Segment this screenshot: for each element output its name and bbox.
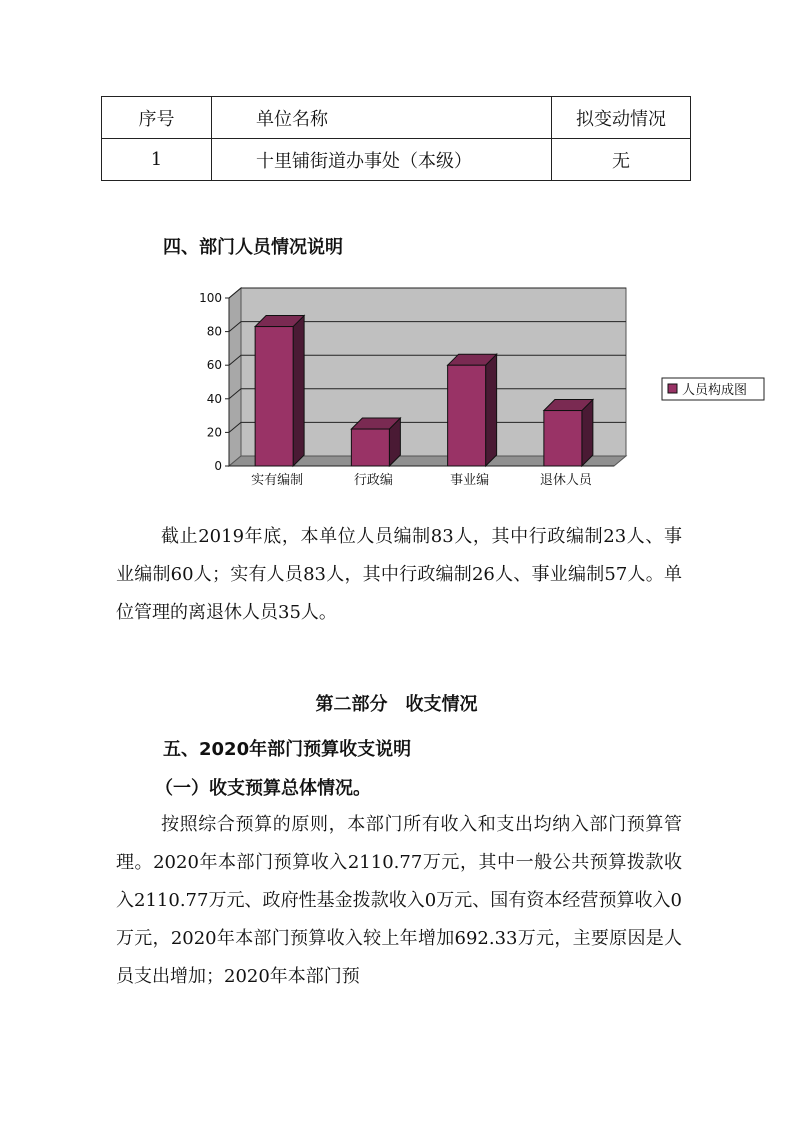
header-cell-index: 序号 <box>102 97 212 139</box>
x-category-label: 实有编制 <box>251 473 304 488</box>
y-tick-label: 100 <box>199 291 222 305</box>
y-tick-label: 80 <box>206 324 222 339</box>
bar-side <box>486 354 497 466</box>
x-category-label: 退休人员 <box>539 473 592 488</box>
bar <box>544 400 593 466</box>
section5-heading: 五、2020年部门预算收支说明 <box>163 739 412 760</box>
bar <box>448 354 497 466</box>
legend-label: 人员构成图 <box>682 383 748 398</box>
section4-heading: 四、部门人员情况说明 <box>163 237 343 258</box>
table-header-row <box>102 97 691 139</box>
header-cell-change: 拟变动情况 <box>552 97 691 139</box>
header-cell-unit-name: 单位名称 <box>212 97 552 139</box>
staff-bar-chart <box>196 282 776 492</box>
bar <box>351 418 400 466</box>
x-category-label: 事业编 <box>450 473 490 488</box>
chart-side-wall <box>229 288 241 466</box>
part2-title: 第二部分 收支情况 <box>315 694 478 715</box>
bar-front <box>448 365 486 466</box>
y-tick-label: 40 <box>206 391 222 406</box>
table-row <box>102 139 691 181</box>
cell-unit-name: 十里铺街道办事处（本级） <box>212 139 552 181</box>
bar-front <box>351 429 389 466</box>
bar-side <box>293 316 304 466</box>
cell-change: 无 <box>552 139 691 181</box>
subsection1-heading: （一）收支预算总体情况。 <box>155 778 371 799</box>
legend-swatch <box>668 384 677 393</box>
budget-paragraph: 按照综合预算的原则，本部门所有收入和支出均纳入部门预算管理。2020年本部门预算收入2110.77万元，其中一般公共预算拨款收入2110.77万元、政府性基金拨款收入0万元、国有资本经营预算收入0万元，2020年本部门预算收入较上年增加692.33万元，主要原因是人员支出增加；2020年本部门预 <box>116 814 682 987</box>
unit-change-table <box>101 96 691 181</box>
bar-front <box>255 327 293 466</box>
y-tick-label: 0 <box>214 459 222 473</box>
chart-legend <box>662 378 764 400</box>
bar <box>255 316 304 466</box>
cell-index: 1 <box>102 139 212 181</box>
y-tick-label: 20 <box>206 425 222 440</box>
y-tick-label: 60 <box>206 358 222 373</box>
bar-front <box>544 411 582 466</box>
x-category-label: 行政编 <box>353 473 393 488</box>
staff-paragraph: 截止2019年底，本单位人员编制83人，其中行政编制23人、事业编制60人；实有人员83人，其中行政编制26人、事业编制57人。单位管理的离退休人员35人。 <box>116 526 682 623</box>
